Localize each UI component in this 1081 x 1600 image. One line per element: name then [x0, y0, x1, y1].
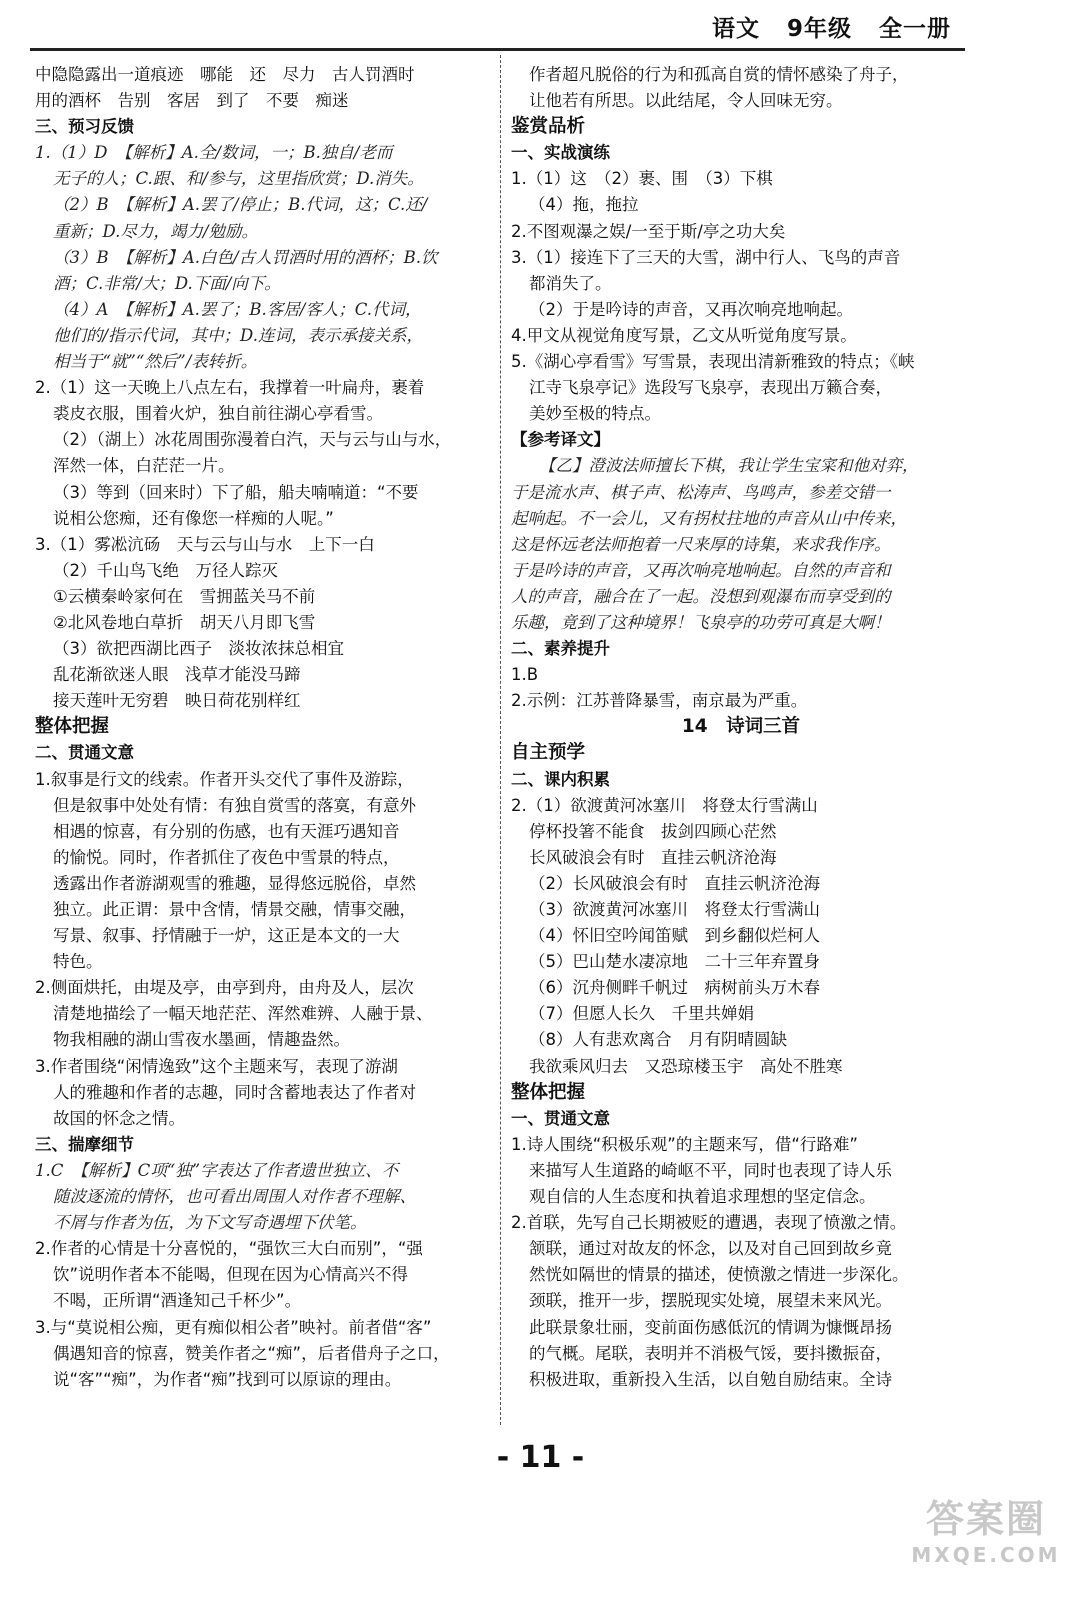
- text-line: （3）欲把西湖比西子 淡妆浓抹总相宜: [53, 639, 344, 659]
- text-line: 但是叙事中处处有情：有独自赏雪的落寞，有意外: [53, 795, 416, 815]
- text-line: （2）于是吟诗的声音，又再次响亮地响起。: [529, 299, 853, 319]
- text-line: 物我相融的湖山雪夜水墨画，情趣盎然。: [53, 1030, 350, 1050]
- watermark-url: MXQE.COM: [911, 1543, 1061, 1567]
- watermark-logo: [911, 1495, 1061, 1590]
- text-line: （3）等到（回来时）下了船，船夫喃喃道：“不要: [53, 482, 419, 502]
- text-line: （2）千山鸟飞绝 万径人踪灭: [53, 560, 278, 580]
- text-line: 二、课内积累: [511, 769, 610, 789]
- text-line: （8）人有悲欢离合 月有阴晴圆缺: [529, 1030, 787, 1050]
- watermark-text: 答案圈: [925, 1497, 1046, 1541]
- text-line: 2.（1）欲渡黄河冰塞川 将登太行雪满山: [511, 795, 818, 815]
- text-line: （2）B 【解析】A.罢了/停止；B.代词，这；C.还/: [53, 195, 428, 215]
- text-line: 清楚地描绘了一幅天地茫茫、浑然难辨、人融于景、: [53, 1004, 433, 1024]
- text-line: 来描写人生道路的崎岖不平，同时也表现了诗人乐: [529, 1160, 892, 1180]
- text-line: 起响起。不一会儿，又有拐杖拄地的声音从山中传来，: [511, 508, 907, 528]
- text-line: ②北风卷地白草折 胡天八月即飞雪: [53, 612, 316, 632]
- left-column: [35, 62, 505, 1393]
- text-line: 说“客”“痴”，为作者“痴”找到可以原谅的理由。: [53, 1369, 402, 1389]
- text-line: 无子的人；C.跟、和/参与，这里指欣赏；D.消失。: [53, 169, 424, 189]
- text-line: 1.（1）这 （2）裹、围 （3）下棋: [511, 169, 773, 189]
- text-line: 人的声音，融合在了一起。没想到观瀑布而享受到的: [511, 586, 891, 606]
- text-line: 1.C 【解析】C项“独”字表达了作者遗世独立、不: [35, 1160, 399, 1180]
- text-line: 长风破浪会有时 直挂云帆济沧海: [529, 847, 777, 867]
- text-line: 用的酒杯 告别 客居 到了 不要 痴迷: [35, 91, 349, 111]
- text-line: 作者超凡脱俗的行为和孤高自赏的情怀感染了舟子，: [529, 65, 909, 84]
- text-line: 重新；D.尽力，竭力/勉励。: [53, 221, 258, 241]
- text-line: 二、贯通文意: [35, 743, 134, 763]
- text-line: 相遇的惊喜，有分别的伤感，也有天涯巧遇知音: [53, 821, 400, 841]
- text-line: 中隐隐露出一道痕迹 哪能 还 尽力 古人罚酒时: [35, 65, 415, 84]
- text-line: 14 诗词三首: [681, 716, 801, 738]
- text-line: 整体把握: [511, 1081, 586, 1103]
- text-line: 接天莲叶无穷碧 映日荷花别样红: [53, 691, 301, 711]
- text-line: 的气概。尾联，表明并不消极气馁，要抖擞振奋，: [529, 1343, 892, 1363]
- text-line: 颔联，通过对故友的怀念，以及对自己回到故乡竟: [529, 1239, 892, 1259]
- text-line: 不屑与作者为伍，为下文写奇遇埋下伏笔。: [53, 1213, 367, 1233]
- text-line: 2.不图观瀑之娱/一至于斯/亭之功大矣: [511, 221, 786, 241]
- text-line: 他们的/指示代词，其中；D.连词，表示承接关系，: [53, 325, 423, 345]
- text-line: 颈联，推开一步，摆脱现实处境，展望未来风光。: [529, 1291, 892, 1311]
- text-line: 二、素养提升: [511, 639, 610, 659]
- text-line: 于是吟诗的声音，又再次响亮地响起。自然的声音和: [511, 560, 891, 580]
- text-line: 裘皮衣服，围着火炉，独自前往湖心亭看雪。: [53, 404, 383, 424]
- text-line: 3.（1）雾凇沆砀 天与云与山与水 上下一白: [35, 534, 375, 554]
- text-line: 的愉悦。同时，作者抓住了夜色中雪景的特点，: [53, 847, 400, 867]
- text-line: 1.诗人围绕“积极乐观”的主题来写，借“行路难”: [511, 1134, 858, 1154]
- text-line: 此联景象壮丽，变前面伤感低沉的情调为慷慨昂扬: [529, 1317, 892, 1337]
- text-line: 2.首联，先写自己长期被贬的遭遇，表现了愤激之情。: [511, 1213, 907, 1233]
- text-line: （7）但愿人长久 千里共婵娟: [529, 1004, 754, 1024]
- text-line: （2）长风破浪会有时 直挂云帆济沧海: [529, 873, 820, 893]
- text-line: 2.（1）这一天晚上八点左右，我撑着一叶扁舟，裹着: [35, 378, 425, 398]
- header-subject: 语文: [711, 16, 760, 42]
- text-line: 【乙】澄波法师擅长下棋，我让学生宝寀和他对弈，: [539, 456, 919, 476]
- text-line: 三、揣摩细节: [35, 1134, 134, 1154]
- page-number: - 11 -: [496, 1440, 585, 1475]
- text-line: 美妙至极的特点。: [529, 404, 661, 424]
- text-line: 独立。此正谓：景中含情，情景交融，情事交融，: [53, 900, 416, 919]
- text-line: （3）B 【解析】A.白色/古人罚酒时用的酒杯；B.饮: [53, 247, 438, 267]
- text-line: 然恍如隔世的情景的描述，使愤激之情进一步深化。: [529, 1265, 909, 1285]
- text-line: 偶遇知音的惊喜，赞美作者之“痴”，后者借舟子之口，: [53, 1343, 450, 1363]
- text-line: （2）（湖上）冰花周围弥漫着白汽，天与云与山与水，: [53, 430, 452, 450]
- text-line: 三、预习反馈: [35, 117, 134, 137]
- text-line: 4.甲文从视觉角度写景，乙文从听觉角度写景。: [511, 325, 857, 345]
- text-line: 3.与“莫说相公痴，更有痴似相公者”映衬。前者借“客”: [35, 1317, 432, 1337]
- text-line: 人的雅趣和作者的志趣，同时含蓄地表达了作者对: [53, 1082, 416, 1102]
- text-line: （4）拖，拖拉: [529, 195, 639, 215]
- header-grade: 9年级: [786, 16, 852, 42]
- text-line: 3.作者围绕“闲情逸致”这个主题来写，表现了游湖: [35, 1056, 398, 1076]
- text-line: （4）A 【解析】A.罢了；B.客居/客人；C.代词，: [53, 299, 422, 319]
- text-line: 1.B: [511, 665, 539, 685]
- text-line: 2.示例：江苏普降暴雪，南京最为严重。: [511, 691, 808, 711]
- text-line: 1.叙事是行文的线索。作者开头交代了事件及游踪，: [35, 769, 414, 789]
- text-line: 说相公您痴，还有像您一样痴的人呢。”: [53, 508, 334, 528]
- right-column: [511, 62, 971, 1393]
- text-line: 停杯投箸不能食 拔剑四顾心茫然: [529, 821, 777, 841]
- text-line: 乱花渐欲迷人眼 浅草才能没马蹄: [53, 665, 301, 685]
- text-line: 让他若有所思。以此结尾，令人回味无穷。: [529, 91, 843, 111]
- text-line: 一、贯通文意: [511, 1108, 610, 1128]
- header-rule: [30, 48, 965, 51]
- text-line: 酒；C.非常/大；D.下面/向下。: [53, 273, 281, 293]
- text-line: ①云横秦岭家何在 雪拥蓝关马不前: [53, 586, 316, 606]
- text-line: （6）沉舟侧畔千帆过 病树前头万木春: [529, 978, 820, 998]
- text-line: 写景、叙事、抒情融于一炉，这正是本文的一大: [53, 926, 400, 946]
- text-line: 随波逐流的情怀，也可看出周围人对作者不理解、: [53, 1187, 416, 1207]
- text-line: 都消失了。: [529, 273, 612, 293]
- text-line: 特色。: [53, 952, 103, 972]
- text-line: 乐趣，竟到了这种境界！飞泉亭的功劳可真是大啊！: [511, 612, 891, 632]
- text-line: 自主预学: [511, 742, 586, 764]
- text-line: 整体把握: [35, 716, 110, 738]
- text-line: 故国的怀念之情。: [53, 1108, 185, 1128]
- text-line: 观自信的人生态度和执着追求理想的坚定信念。: [529, 1187, 876, 1207]
- header-volume: 全一册: [879, 16, 951, 42]
- text-line: 于是流水声、棋子声、松涛声、鸟鸣声，参差交错一: [511, 482, 891, 502]
- text-line: 江寺飞泉亭记》选段写飞泉亭，表现出万籁合奏，: [529, 378, 892, 398]
- text-line: 饮”说明作者本不能喝，但现在因为心情高兴不得: [53, 1265, 409, 1285]
- text-line: （3）欲渡黄河冰塞川 将登太行雪满山: [529, 900, 820, 919]
- text-line: 我欲乘风归去 又恐琼楼玉宇 高处不胜寒: [529, 1056, 843, 1076]
- text-line: 浑然一体，白茫茫一片。: [53, 456, 235, 476]
- text-line: 这是怀远老法师抱着一尺来厚的诗集，来求我作序。: [511, 534, 891, 554]
- text-line: 1.（1）D 【解析】A.全/数词，一；B.独自/老而: [35, 143, 393, 163]
- text-line: 3.（1）接连下了三天的大雪，湖中行人、飞鸟的声音: [511, 247, 901, 267]
- column-divider: [500, 55, 501, 1425]
- text-line: 5.《湖心亭看雪》写雪景，表现出清新雅致的特点；《峡: [511, 352, 915, 372]
- page-header: [694, 10, 951, 43]
- text-line: （5）巴山楚水凄凉地 二十三年弃置身: [529, 952, 820, 972]
- text-line: 【参考译文】: [511, 430, 610, 450]
- text-line: 2.侧面烘托，由堤及亭，由亭到舟，由舟及人，层次: [35, 978, 414, 998]
- text-line: 透露出作者游湖观雪的雅趣，显得悠远脱俗，卓然: [53, 873, 416, 893]
- text-line: 积极进取，重新投入生活，以自勉自励结束。全诗: [529, 1369, 892, 1389]
- text-line: 不喝，正所谓“酒逢知己千杯少”。: [53, 1291, 302, 1311]
- text-line: 相当于“就”“然后”/表转折。: [53, 352, 258, 372]
- text-line: 一、实战演练: [511, 143, 610, 163]
- text-line: 2.作者的心情是十分喜悦的，“强饮三大白而别”，“强: [35, 1239, 423, 1259]
- text-line: 鉴赏品析: [511, 116, 586, 138]
- text-line: （4）怀旧空吟闻笛赋 到乡翻似烂柯人: [529, 926, 820, 946]
